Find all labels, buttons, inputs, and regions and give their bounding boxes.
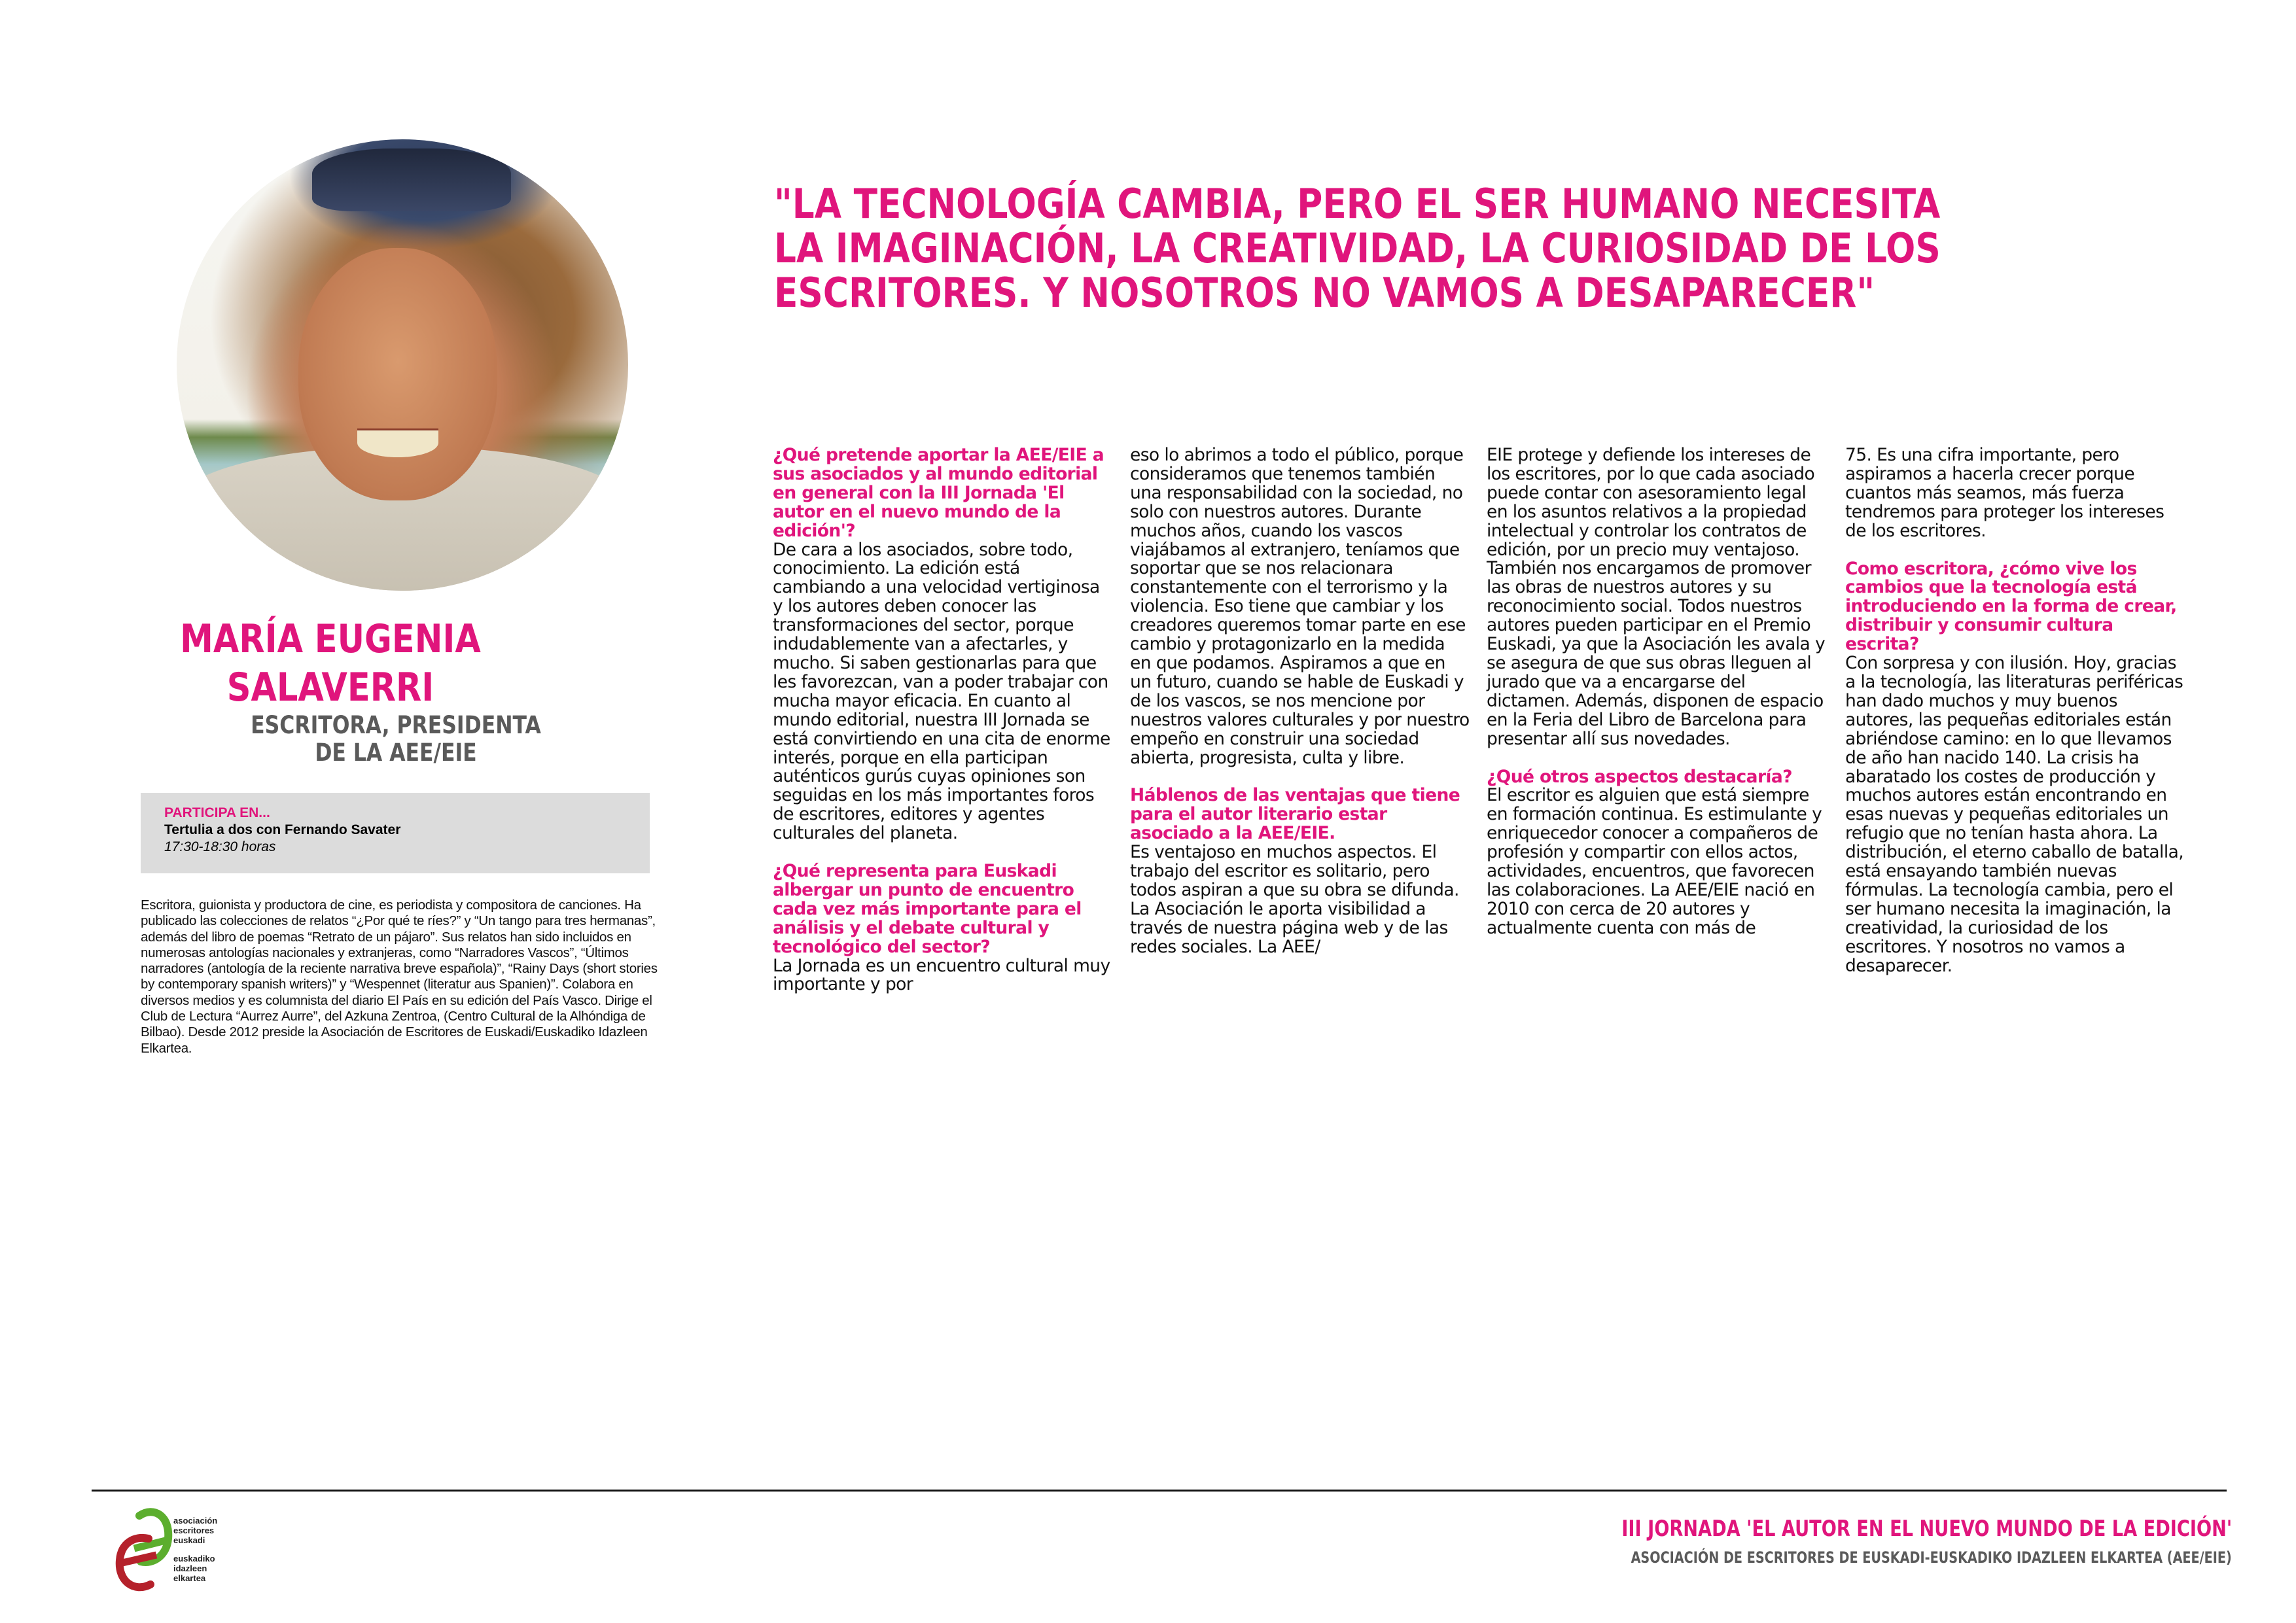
answer-3-part-2: EIE protege y defiende los intereses de los escritores, por lo que cada asociado puede contar con asesoramiento legal en los asuntos relativos a la propiedad intelectual y controlar los contratos de edición, por un precio muy ventajoso. También nos encargamos de promover las obras de nuestros autores y su reconocimiento social. Todos nuestros autores pueden participar en el Premio Euskadi, ya que la Asociación les avala y se asegura de que sus obras lleguen al jurado que va a encargarse del dictamen. Además, disponen de espacio en la Feria del Libro de Barcelona para presentar allí sus novedades. — [1487, 445, 1826, 749]
participa-box — [141, 793, 650, 873]
author-role-line2: DE LA AEE/EIE — [315, 739, 477, 767]
participa-time: 17:30-18:30 horas — [164, 839, 276, 854]
question-5: Como escritora, ¿cómo vive los cambios que la tecnología está introduciendo en la forma de crear, distribuir y consumir cultura escrita? — [1845, 558, 2177, 655]
question-2: ¿Qué representa para Euskadi albergar un punto de encuentro cada vez más importante para el análisis y el debate cultural y tecnológico del sector? — [773, 861, 1082, 957]
interview-column-4 — [1845, 446, 2185, 975]
logo-line-3: euskadi — [173, 1535, 205, 1545]
question-4: ¿Qué otros aspectos destacaría? — [1487, 766, 1792, 787]
answer-5: Con sorpresa y con ilusión. Hoy, gracias a la tecnología, las literaturas periféricas han dado muchos y muy buenos autores, las pequeñas editoriales están abriéndose camino: en lo que llevamos de año han nacido 140. La crisis ha abaratado los costes de producción y muchos autores están encontrando en esas nuevas y pequeñas editoriales un refugio que no tenían hasta ahora. La distribución, el eterno caballo de batalla, está ensayando también nuevas fórmulas. La tecnología cambia, pero el ser humano necesita la imaginación, la creatividad, la curiosidad de los escritores. Y nosotros no vamos a desaparecer. — [1845, 653, 2184, 976]
author-bio: Escritora, guionista y productora de cine, es periodista y compositora de canciones. Ha publicado las colecciones de relatos “¿Por qué te ríes?” y “Un tango para tres hermanas”, además del libro de poemas “Retrato de un pájaro”. Sus relatos han sido incluidos en numerosas antologías nacionales y extranjeras, como “Narradores Vascos”, “Últimos narradores (antología de la reciente narrativa breve española)”, “Rainy Days (short stories by contemporary spanish writers)” y “Wespennet (literatur aus Spanien)”. Colabora en diversos medios y es columnista del diario El País en su edición del País Vasco. Dirige el Club de Lectura “Aurrez Aurre”, del Azkuna Zentroa, (Centro Cultural de la Alhóndiga de Bilbao). Desde 2012 preside la Asociación de Escritores de Euskadi/Euskadiko Idazleen Elkartea. — [141, 898, 658, 1056]
interview-column-3 — [1487, 446, 1827, 938]
aee-eie-logo — [115, 1503, 265, 1594]
answer-4-part-1: El escritor es alguien que está siempre en formación continua. Es estimulante y enriquecedor conocer a compañeros de profesión y compartir con ellos actos, actividades, encuentros, que favorecen las colaboraciones. La AEE/EIE nació en 2010 con cerca de 20 autores y actualmente cuenta con más de — [1487, 785, 1822, 938]
logo-line-1: asociación — [173, 1516, 218, 1526]
logo-line-6: elkartea — [173, 1573, 206, 1583]
author-portrait — [177, 139, 628, 591]
author-name — [164, 615, 497, 712]
logo-line-2: escritores — [173, 1526, 215, 1535]
answer-2-part-2: eso lo abrimos a todo el público, porque consideramos que tenemos también una responsabilidad con la sociedad, no solo con nuestros autores. Durante muchos años, cuando los vascos viajábamos al extranjero, teníamos que soportar que se nos relacionara constantemente con el terrorismo y la violencia. Eso tiene que cambiar y los creadores queremos tomar parte en ese cambio y protagonizarlo en la medida en que podamos. Aspiramos a que en un futuro, cuando se hable de Euskadi y de los vascos, se nos mencione por nuestros valores culturales y por nuestro empeño en construir una sociedad abierta, progresista, culta y libre. — [1130, 445, 1470, 768]
author-role-line1: ESCRITORA, PRESIDENTA — [251, 711, 541, 739]
face-shape — [298, 248, 497, 500]
answer-3-part-1: Es ventajoso en muchos aspectos. El trabajo del escritor es solitario, pero todos aspiran a que su obra se difunda. La Asociación le aporta visibilidad a través de nuestra página web y de las redes sociales. La AEE/ — [1130, 842, 1459, 957]
answer-1: De cara a los asociados, sobre todo, conocimiento. La edición está cambiando a una velocidad vertiginosa y los autores deben conocer las transformaciones del sector, porque indudablemente van a afectarles, y mucho. Si saben gestionarlas para que les favorezcan, van a poder trabajar con mucha mayor eficacia. En cuanto al mundo editorial, nuestra III Jornada se está convirtiendo en una cita de enorme interés, porque en ella participan auténticos gurús cuyas opiniones son seguidas en los más importantes foros de escritores, editores y agentes culturales del planeta. — [773, 539, 1110, 844]
logo-line-5: idazleen — [173, 1563, 207, 1573]
smile-shape — [357, 428, 438, 457]
headline-quote: "LA TECNOLOGÍA CAMBIA, PERO EL SER HUMANO NECESITA LA IMAGINACIÓN, LA CREATIVIDAD, LA CURIOSIDAD DE LOS ESCRITORES. Y NOSOTROS NO VAMOS A DESAPARECER" — [774, 180, 1941, 317]
footer-event-title: III JORNADA 'EL AUTOR EN EL NUEVO MUNDO DE LA EDICIÓN' — [1621, 1516, 2232, 1542]
logo-text — [173, 1516, 217, 1583]
author-name-line1: MARÍA EUGENIA — [180, 616, 481, 662]
logo-line-4: euskadiko — [173, 1554, 215, 1563]
participa-event: Tertulia a dos con Fernando Savater — [164, 822, 401, 837]
interview-column-1 — [773, 446, 1113, 994]
footer-divider — [92, 1490, 2227, 1492]
participa-label: PARTICIPA EN... — [164, 805, 270, 820]
question-3: Háblenos de las ventajas que tiene para el autor literario estar asociado a la AEE/EIE. — [1130, 785, 1460, 844]
answer-2-part-1: La Jornada es un encuentro cultural muy importante y por — [773, 955, 1110, 995]
sunglasses-shape — [312, 148, 511, 212]
question-1: ¿Qué pretende aportar la AEE/EIE a sus asociados y al mundo editorial en general con la III Jornada 'El autor en el nuevo mundo de la edición'? — [773, 445, 1104, 541]
footer-organization: ASOCIACIÓN DE ESCRITORES DE EUSKADI-EUSKADIKO IDAZLEEN ELKARTEA (AEE/EIE) — [1631, 1548, 2232, 1567]
interview-column-2 — [1130, 446, 1470, 957]
answer-4-part-2: 75. Es una cifra importante, pero aspiramos a hacerla crecer porque cuantos más seamos, más fuerza tendremos para proteger los intereses de los escritores. — [1845, 445, 2164, 541]
aee-eie-logo-icon — [115, 1503, 173, 1594]
author-role — [229, 712, 563, 767]
author-name-line2: SALAVERRI — [226, 665, 434, 710]
